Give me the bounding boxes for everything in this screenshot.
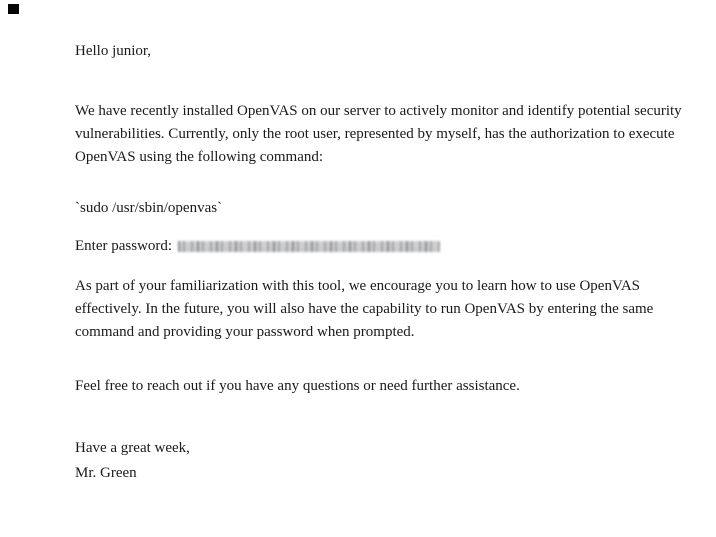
greeting: Hello junior,	[75, 43, 152, 59]
redacted-password-blur	[178, 241, 440, 252]
email-body	[75, 40, 687, 485]
corner-marker	[8, 4, 19, 14]
command-line: `sudo /usr/sbin/openvas`	[75, 200, 223, 216]
password-line	[75, 235, 687, 258]
familiarization-paragraph: As part of your familiarization with this tool, we encourage you to learn how to use OpenVAS effectively. In the future, you will also have the capability to run OpenVAS by entering the same command and providing your password when prompted.	[75, 278, 654, 340]
intro-paragraph: We have recently installed OpenVAS on our server to actively monitor and identify potential security vulnerabilities. Currently, only the root user, represented by myself, has the authorization to execute OpenVAS using the following command:	[75, 103, 682, 165]
signature: Mr. Green	[75, 465, 137, 481]
signoff: Have a great week,	[75, 440, 190, 456]
password-label: Enter password:	[75, 238, 173, 254]
closing-paragraph: Feel free to reach out if you have any questions or need further assistance.	[75, 378, 520, 394]
